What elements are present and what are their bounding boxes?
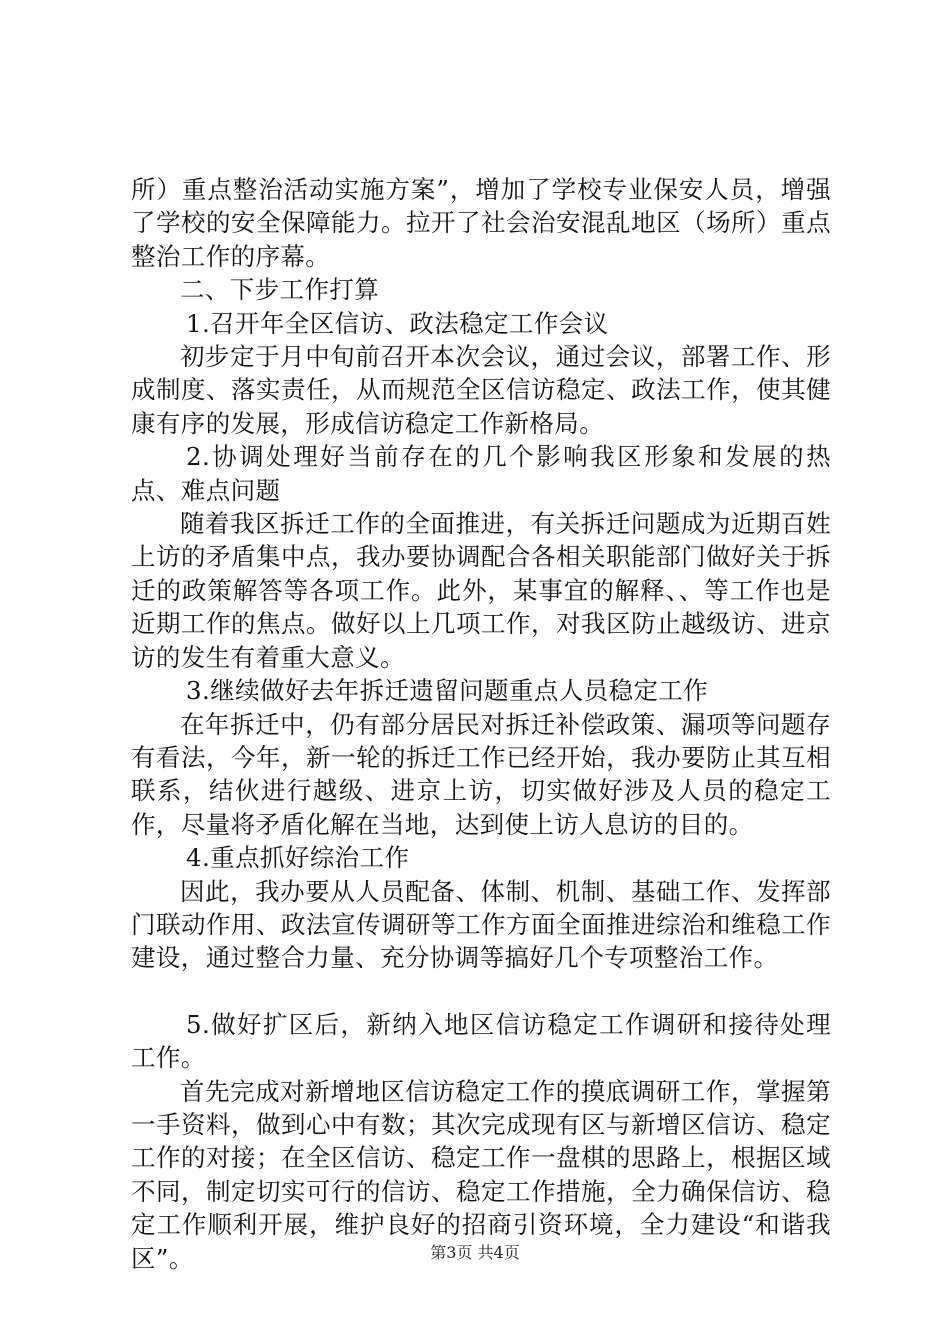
item-heading-5: 5.做好扩区后，新纳入地区信访稳定工作调研和接待处理工作。: [131, 1009, 831, 1073]
item-heading-4: 4.重点抓好综治工作: [186, 843, 410, 873]
paragraph-item-2: 随着我区拆迁工作的全面推进，有关拆迁问题成为近期百姓上访的矛盾集中点，我办要协调配合各相关职能部门做好关于拆迁的政策解答等各项工作。此外，某事宜的解释、、等工作也是近期工作的焦点。做好以上几项工作，对我区防止越级访、进京访的发生有着重大意义。: [131, 509, 831, 672]
item-heading-1: 1.召开年全区信访、政法稳定工作会议: [186, 308, 609, 338]
paragraph-item-4: 因此，我办要从人员配备、体制、机制、基础工作、发挥部门联动作用、政法宣传调研等工作方面全面推进综治和维稳工作建设，通过整合力量、充分协调等搞好几个专项整治工作。: [131, 876, 831, 973]
document-body: [131, 173, 831, 1275]
item-heading-3: 3.继续做好去年拆迁遗留问题重点人员稳定工作: [186, 676, 709, 706]
paragraph-item-1: 初步定于月中旬前召开本次会议，通过会议，部署工作、形成制度、落实责任，从而规范全区信访稳定、政法工作，使其健康有序的发展，形成信访稳定工作新格局。: [131, 342, 831, 438]
paragraph-gap: [131, 975, 831, 1008]
section-heading: 二、下步工作打算: [180, 275, 380, 305]
page-number-footer: 第3页 共4页: [430, 1243, 520, 1262]
paragraph-continuation: 所）重点整治活动实施方案”，增加了学校专业保安人员，增强了学校的安全保障能力。拉开了社会治安混乱地区（场所）重点整治工作的序幕。: [131, 175, 831, 271]
paragraph-item-5: 首先完成对新增地区信访稳定工作的摸底调研工作，掌握第一手资料，做到心中有数；其次完成现有区与新增区信访、稳定工作的对接；在全区信访、稳定工作一盘棋的思路上，根据区域不同，制定切实可行的信访、稳定工作措施，全力确保信访、稳定工作顺利开展，维护良好的招商引资环境，全力建设“和谐我区”。: [131, 1076, 831, 1273]
paragraph-item-3: 在年拆迁中，仍有部分居民对拆迁补偿政策、漏项等问题存有看法，今年，新一轮的拆迁工作已经开始，我办要防止其互相联系，结伙进行越级、进京上访，切实做好涉及人员的稳定工作，尽量将矛盾化解在当地，达到使上访人息访的目的。: [131, 709, 831, 839]
item-heading-2: 2.协调处理好当前存在的几个影响我区形象和发展的热点、难点问题: [131, 442, 831, 505]
